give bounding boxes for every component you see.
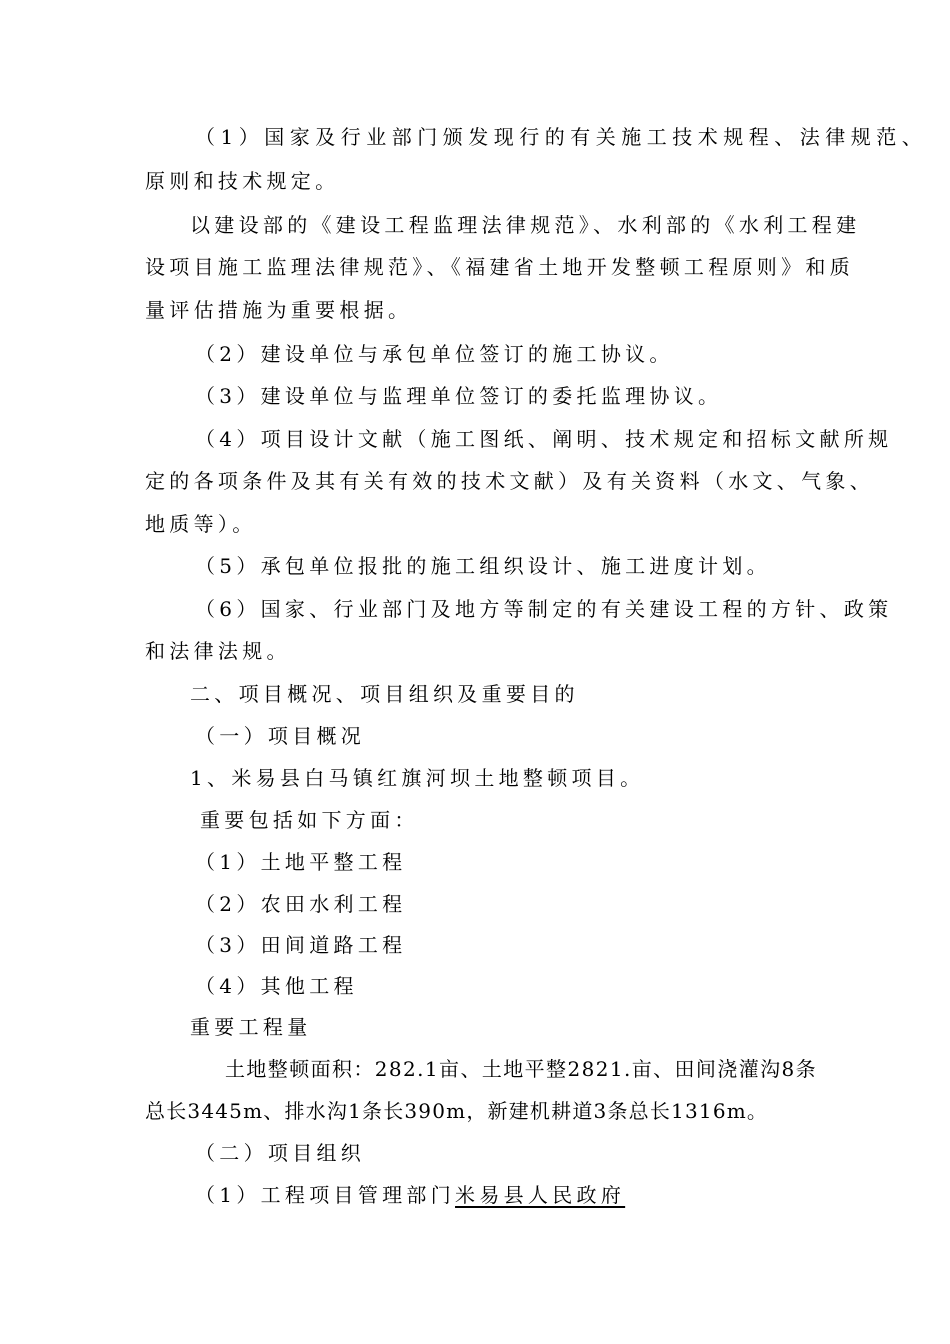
- subsection-heading-organization: （二）项目组织: [195, 1141, 366, 1165]
- paragraph-basis-4: （4）项目设计文献（施工图纸、阐明、技术规定和招标文献所规: [195, 427, 893, 451]
- paragraph-reference-standards-cont: 设项目施工监理法律规范》、《福建省土地开发整顿工程原则》和质: [145, 255, 854, 279]
- org-item-1: [195, 1181, 885, 1209]
- scope-intro: 重要包括如下方面：: [200, 808, 419, 832]
- scope-item-4: （4）其他工程: [195, 974, 358, 998]
- paragraph-basis-6: （6）国家、行业部门及地方等制定的有关建设工程的方针、政策: [195, 597, 893, 621]
- paragraph-reference-standards-end: 量评估措施为重要根据。: [145, 298, 413, 322]
- quantities-text: 土地整顿面积：282.1亩、土地平整2821.亩、田间浇灌沟8条: [225, 1057, 818, 1081]
- scope-item-2: （2）农田水利工程: [195, 892, 407, 916]
- management-dept-value: 米易县人民政府: [455, 1183, 626, 1207]
- paragraph-basis-4-cont: 定的各项条件及其有关有效的技术文献）及有关资料（水文、气象、: [145, 469, 874, 493]
- subsection-heading-overview: （一）项目概况: [195, 724, 366, 748]
- paragraph-basis-3: （3）建设单位与监理单位签订的委托监理协议。: [195, 384, 723, 408]
- quantities-heading: 重要工程量: [190, 1015, 312, 1039]
- paragraph-basis-1: （1）国家及行业部门颁发现行的有关施工技术规程、法律规范、: [195, 125, 928, 149]
- section-heading-2: 二、项目概况、项目组织及重要目的: [190, 682, 579, 706]
- scope-item-1: （1）土地平整工程: [195, 850, 407, 874]
- project-name: 1、米易县白马镇红旗河坝土地整顿项目。: [190, 766, 645, 790]
- paragraph-reference-standards: 以建设部的《建设工程监理法律规范》、水利部的《水利工程建: [190, 213, 861, 237]
- scope-item-3: （3）田间道路工程: [195, 933, 407, 957]
- paragraph-basis-6-cont: 和法律法规。: [145, 639, 291, 663]
- paragraph-basis-1-cont: 原则和技术规定。: [145, 169, 340, 193]
- org-item-1-label: （1）工程项目管理部门: [195, 1183, 456, 1207]
- paragraph-basis-2: （2）建设单位与承包单位签订的施工协议。: [195, 342, 674, 366]
- paragraph-basis-4-end: 地质等）。: [145, 512, 257, 536]
- paragraph-basis-5: （5）承包单位报批的施工组织设计、施工进度计划。: [195, 554, 771, 578]
- quantities-text-cont: 总长3445m、排水沟1条长390m，新建机耕道3条总长1316m。: [145, 1099, 769, 1123]
